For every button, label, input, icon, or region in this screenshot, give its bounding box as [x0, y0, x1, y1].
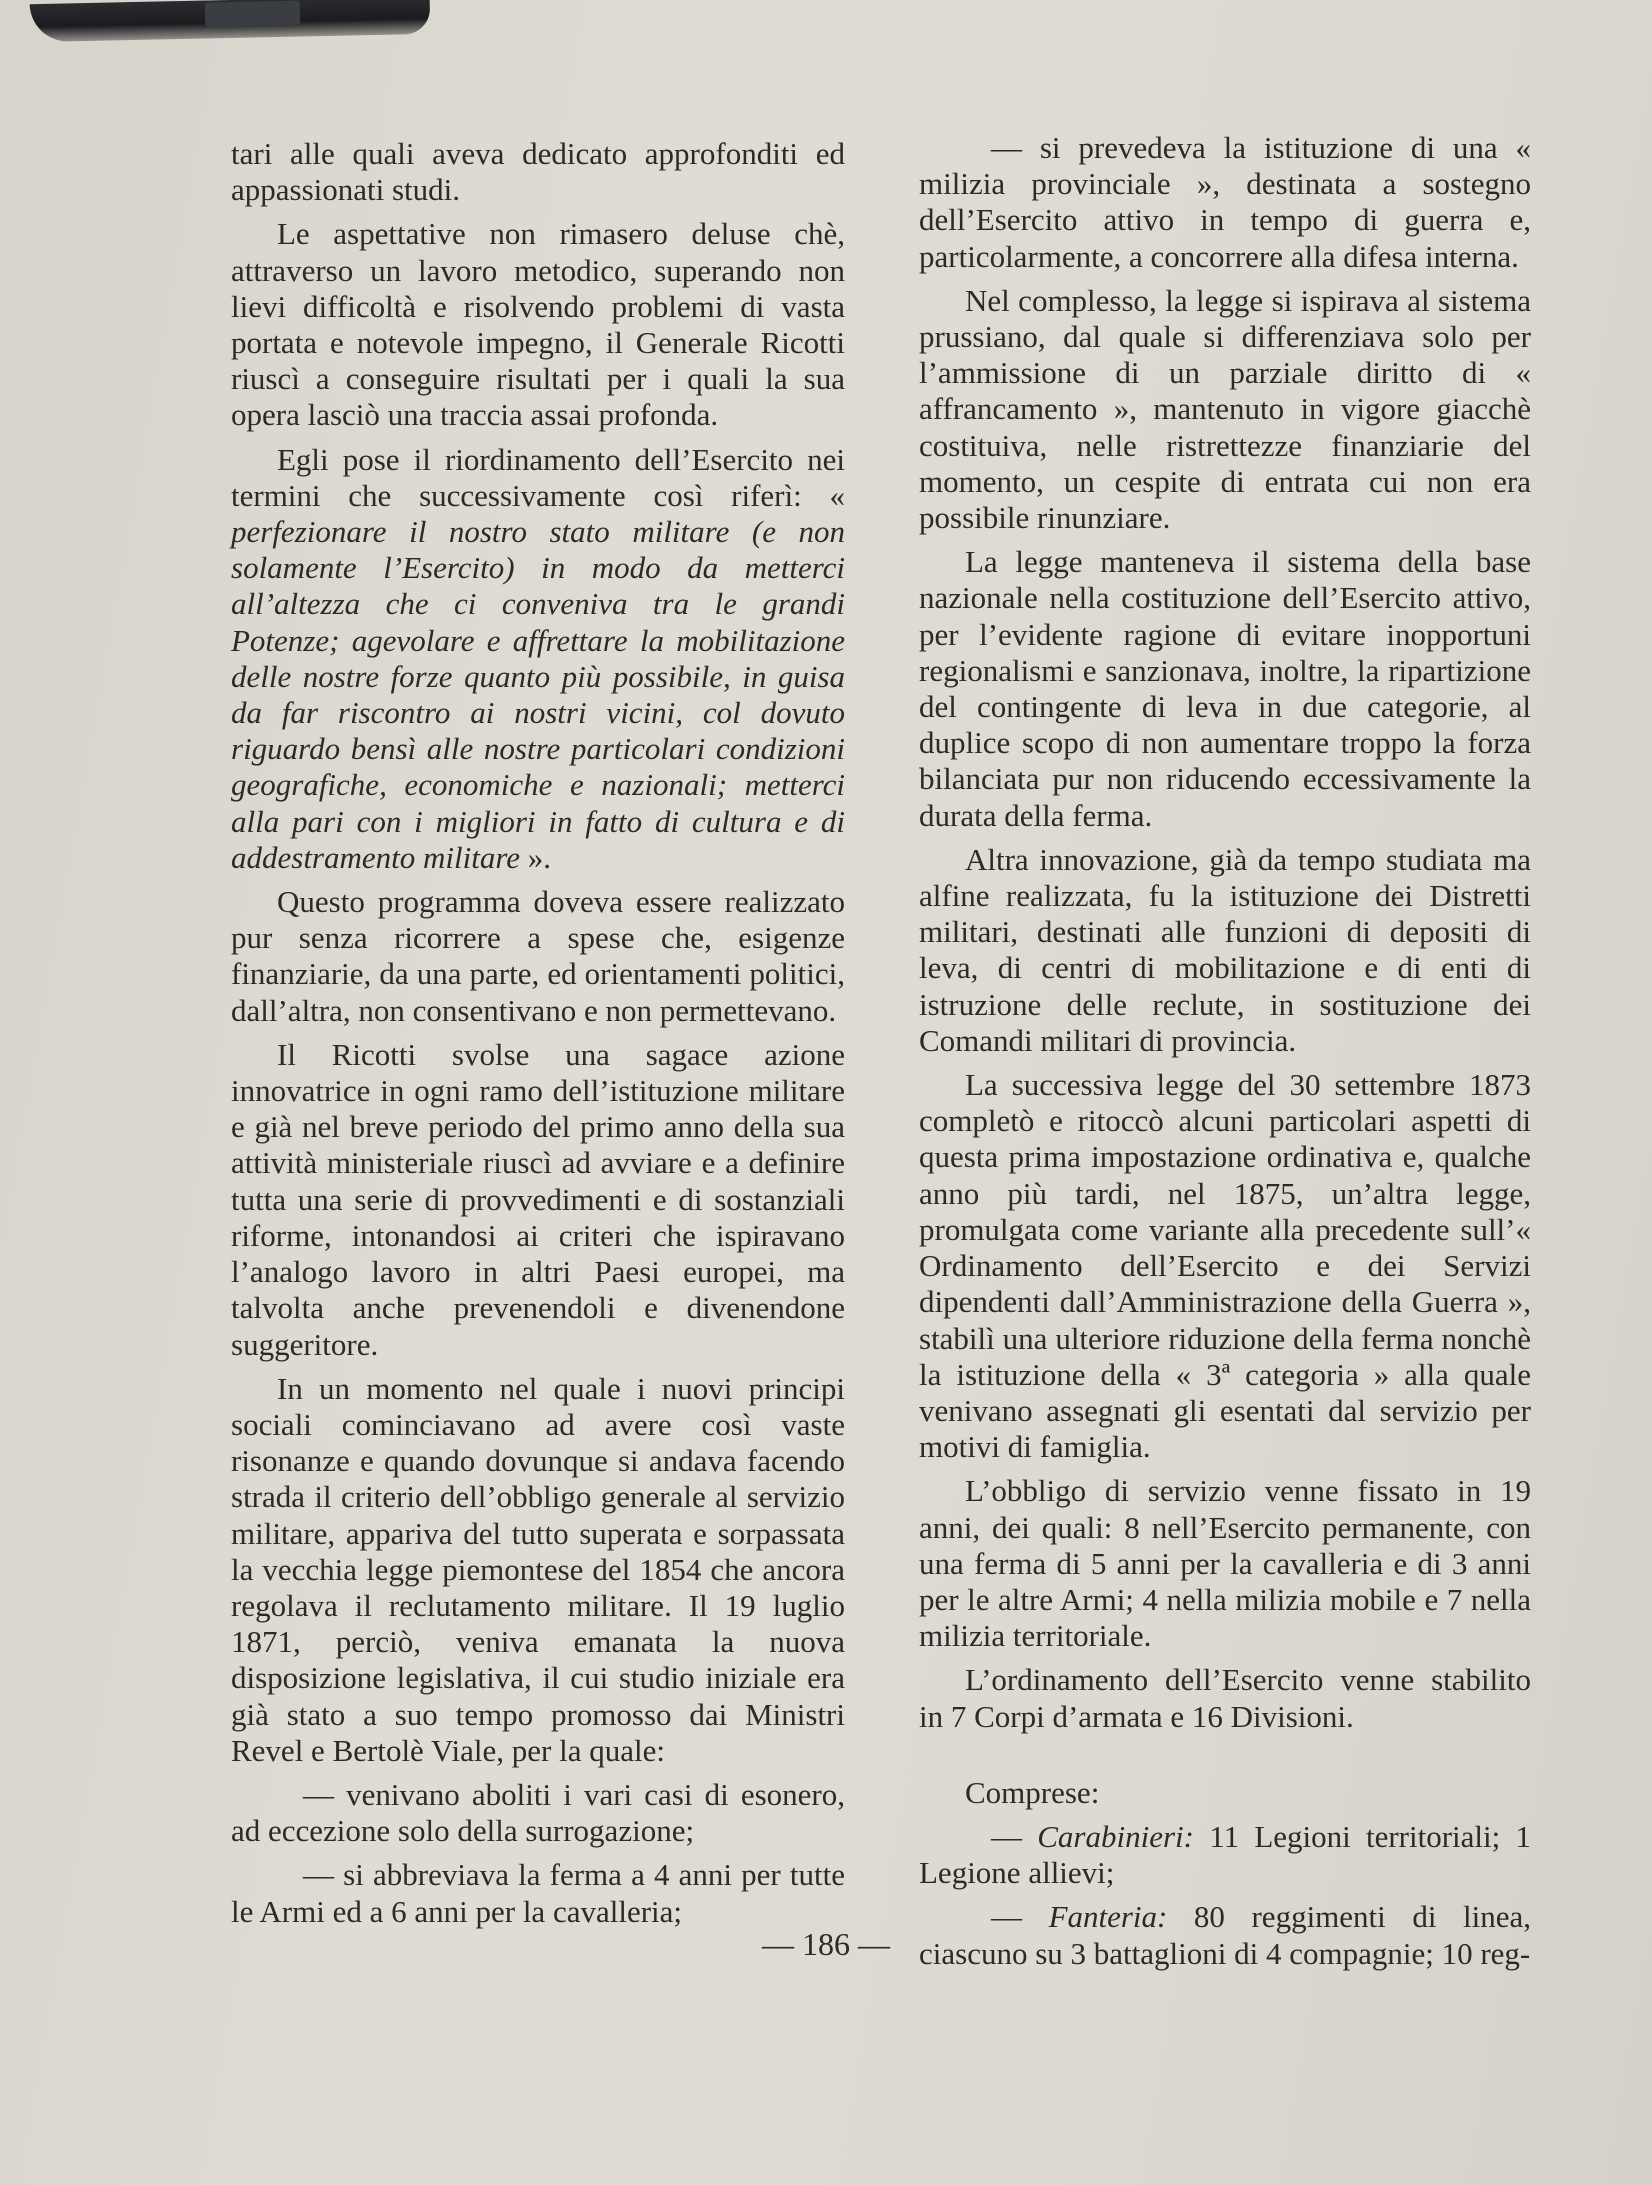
quote-italic: perfezionare il nostro stato militare (e non solamente l’Esercito) in modo da metterci all’altezza che ci conveniva tra le grandi Potenze; agevolare e affrettare la mobilitazione delle nostre forze quanto più possibile, in guisa da far riscontro ai nostri vicini, col dovuto riguardo bensì alle nostre particolari condizioni geografiche, economiche e nazionali; metterci alla pari con i migliori in fatto di cultura e di addestramento militare: [231, 514, 845, 875]
list-text: 80 reggimenti di linea, ciascuno su 3 battaglioni di 4 compagnie; 10 reg-: [919, 1899, 1531, 1971]
list-text: 11 Legioni territoriali; 1 Legione allievi;: [919, 1818, 1531, 1891]
left-text-column: [231, 136, 845, 1938]
paragraph: L’obbligo di servizio venne fissato in 19 anni, dei quali: 8 nell’Esercito permanente, con una ferma di 5 anni per la cavalleria e di 3 anni per le altre Armi; 4 nella milizia mobile e 7 nella milizia territoriale.: [919, 1473, 1531, 1654]
paragraph: La legge manteneva il sistema della base nazionale nella costituzione dell’Esercito attivo, per l’evidente ragione di evitare inopportuni regionalismi e sanzionava, inoltre, la ripartizione del contingente di leva in due categorie, al duplice scopo di non aumentare troppo la forza bilanciata pur non riducendo eccessivamente la durata della ferma.: [919, 544, 1531, 833]
page-number: — 186 —: [762, 1926, 890, 1962]
list-label: Fanteria:: [1048, 1899, 1168, 1935]
quote-intro: Egli pose il riordinamento dell’Esercito nei termini che successivamente così riferì: «: [231, 441, 845, 513]
paragraph: tari alle quali aveva dedicato approfonditi ed appassionati studi.: [231, 136, 845, 208]
binder-clip: [30, 0, 431, 42]
right-text-column: [919, 130, 1531, 1980]
paragraph: In un momento nel quale i nuovi principi sociali cominciavano ad avere così vaste risonanze e quando dovunque si andava facendo strada il criterio dell’obbligo generale al servizio militare, appariva del tutto superata e sorpassata la vecchia legge piemontese del 1854 che ancora regolava il reclutamento militare. Il 19 luglio 1871, perciò, veniva emanata la nuova disposizione legislativa, il cui studio iniziale era già stato a suo tempo promosso dai Ministri Revel e Bertolè Viale, per la quale:: [231, 1370, 845, 1768]
paragraph: Altra innovazione, già da tempo studiata ma alfine realizzata, fu la istituzione dei Distretti militari, destinati alle funzioni di depositi di leva, di centri di mobilitazione e di enti di istruzione delle reclute, in sostituzione dei Comandi militari di provincia.: [919, 841, 1531, 1058]
paragraph: Questo programma doveva essere realizzato pur senza ricorrere a spese che, esigenze finanziarie, da una parte, ed orientamenti politici, dall’altra, non consentivano e non permettevano.: [231, 884, 845, 1028]
list-item: — Fanteria: 80 reggimenti di linea, ciascuno su 3 battaglioni di 4 compagnie; 10 reg-: [919, 1899, 1531, 1971]
paragraph: Comprese:: [965, 1774, 1100, 1810]
list-item: — si prevedeva la istituzione di una « milizia provinciale », destinata a sostegno dell’Esercito attivo in tempo di guerra e, particolarmente, a concorrere alla difesa interna.: [919, 130, 1531, 274]
paragraph: Le aspettative non rimasero deluse chè, attraverso un lavoro metodico, superando non lievi difficoltà e risolvendo problemi di vasta portata e notevole impegno, il Generale Ricotti riuscì a conseguire risultati per i quali la sua opera lasciò una traccia assai profonda.: [231, 216, 845, 433]
list-label: Carabinieri:: [1037, 1818, 1194, 1854]
paragraph: L’ordinamento dell’Esercito venne stabilito in 7 Corpi d’armata e 16 Divisioni.: [919, 1662, 1531, 1734]
paragraph-quote: [231, 442, 845, 876]
list-item: — si abbreviava la ferma a 4 anni per tutte le Armi ed a 6 anni per la cavalleria;: [231, 1857, 845, 1929]
paragraph: Nel complesso, la legge si ispirava al sistema prussiano, dal quale si differenziava solo per l’ammissione di un parziale diritto di « affrancamento », mantenuto in vigore giacchè costituiva, nelle ristrettezze finanziarie del momento, un cespite di entrata cui non era possibile rinunziare.: [919, 282, 1531, 536]
paragraph: La successiva legge del 30 settembre 1873 completò e ritoccò alcuni particolari aspetti di questa prima impostazione ordinativa e, qualche anno più tardi, nel 1875, un’altra legge, promulgata come variante alla precedente sull’« Ordinamento dell’Esercito e dei Servizi dipendenti dall’Amministrazione della Guerra », stabilì una ulteriore riduzione della ferma nonchè la istituzione della « 3ª categoria » alla quale venivano assegnati gli esentati dal servizio per motivi di famiglia.: [919, 1067, 1531, 1465]
quote-close: ».: [520, 839, 552, 875]
paragraph: Il Ricotti svolse una sagace azione innovatrice in ogni ramo dell’istituzione militare e già nel breve periodo del primo anno della sua attività ministeriale riuscì ad avviare e a definire tutta una serie di provvedimenti e di sostanziali riforme, intonandosi ai criteri che ispiravano l’analogo lavoro in altri Paesi europei, ma talvolta anche prevenendoli e divenendone suggeritore.: [231, 1036, 845, 1362]
binder-clip-detail: [205, 1, 300, 27]
list-item: — venivano aboliti i vari casi di esonero, ad eccezione solo della surrogazione;: [231, 1776, 845, 1849]
list-item: — Carabinieri: 11 Legioni territoriali; 1 Legione allievi;: [919, 1818, 1531, 1891]
